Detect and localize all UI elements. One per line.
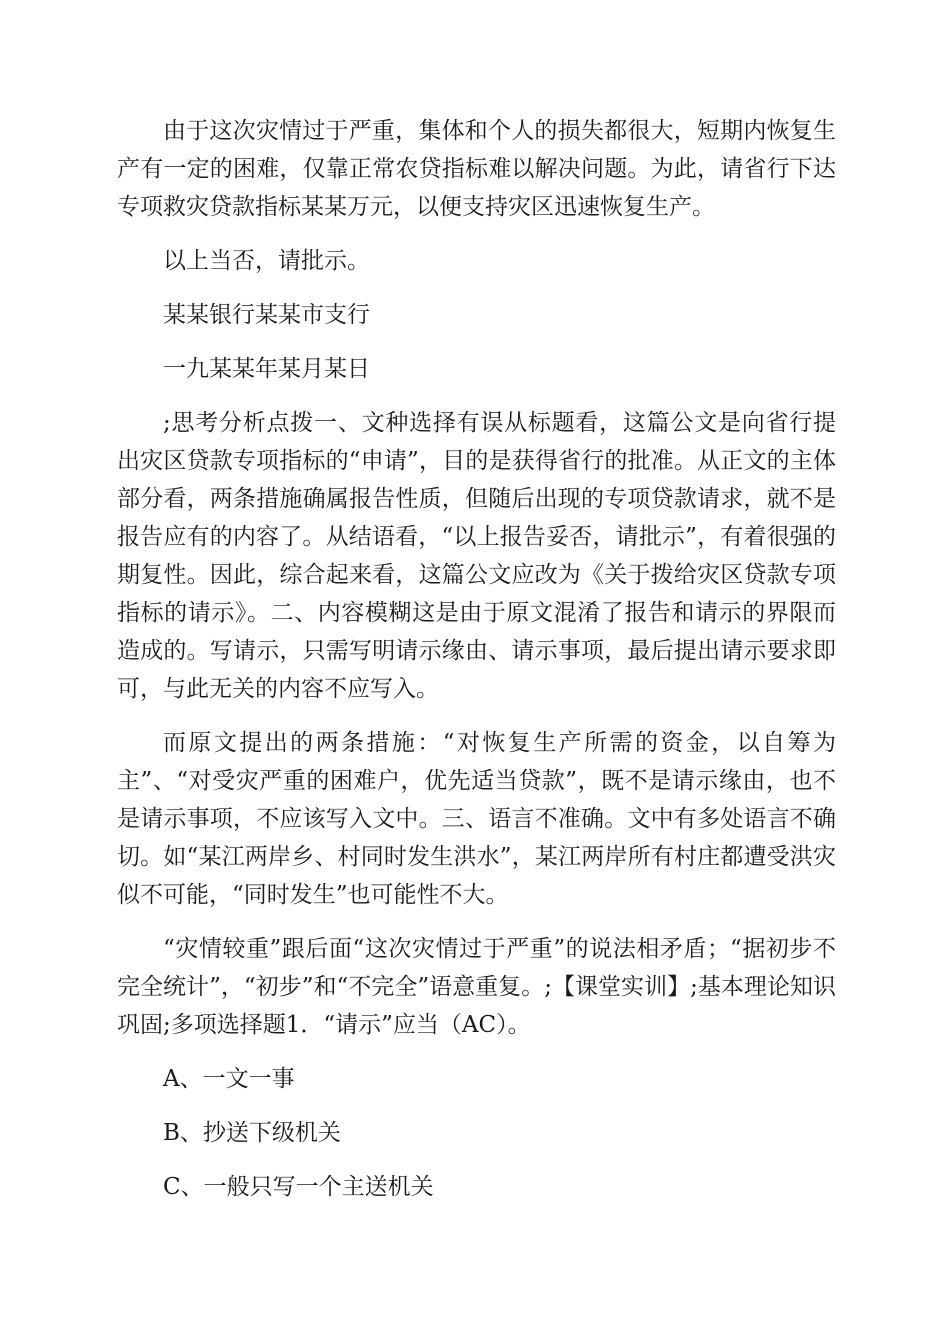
option-c: C、一般只写一个主送机关 <box>163 1174 434 1200</box>
paragraph-disaster-loan-request: 由于这次灾情过于严重，集体和个人的损失都很大，短期内恢复生产有一定的困难，仅靠正常农贷指标难以解决问题。为此，请省行下达专项救灾贷款指标某某万元，以便支持灾区迅速恢复生产。 <box>117 118 836 220</box>
paragraph-language-critique: “灾情较重”跟后面“这次灾情过于严重”的说法相矛盾；“据初步不完全统计”，“初步”和“不完全”语意重复。;【课堂实训】;基本理论知识巩固;多项选择题1．“请示”应当（AC）。 <box>117 936 836 1038</box>
paragraph-sender-bank: 某某银行某某市支行 <box>163 302 370 328</box>
paragraph-closing-request: 以上当否，请批示。 <box>163 248 370 274</box>
paragraph-date: 一九某某年某月某日 <box>163 356 370 382</box>
paragraph-measures-critique: 而原文提出的两条措施：“对恢复生产所需的资金，以自筹为主”、“对受灾严重的困难户，优先适当贷款”，既不是请示缘由，也不是请示事项，不应该写入文中。三、语言不准确。文中有多处语言不确切。如“某江两岸乡、村同时发生洪水”，某江两岸所有村庄都遭受洪灾似不可能，“同时发生”也可能性不大。 <box>117 730 836 908</box>
paragraph-analysis: ;思考分析点拨一、文种选择有误从标题看，这篇公文是向省行提出灾区贷款专项指标的“申请”，目的是获得省行的批准。从正文的主体部分看，两条措施确属报告性质，但随后出现的专项贷款请求，就不是报告应有的内容了。从结语看，“以上报告妥否，请批示”，有着很强的期复性。因此，综合起来看，这篇公文应改为《关于拨给灾区贷款专项指标的请示》。二、内容模糊这是由于原文混淆了报告和请示的界限而造成的。写请示，只需写明请示缘由、请示事项，最后提出请示要求即可，与此无关的内容不应写入。 <box>117 410 836 702</box>
option-b: B、抄送下级机关 <box>163 1120 341 1146</box>
option-a: A、一文一事 <box>163 1066 295 1092</box>
